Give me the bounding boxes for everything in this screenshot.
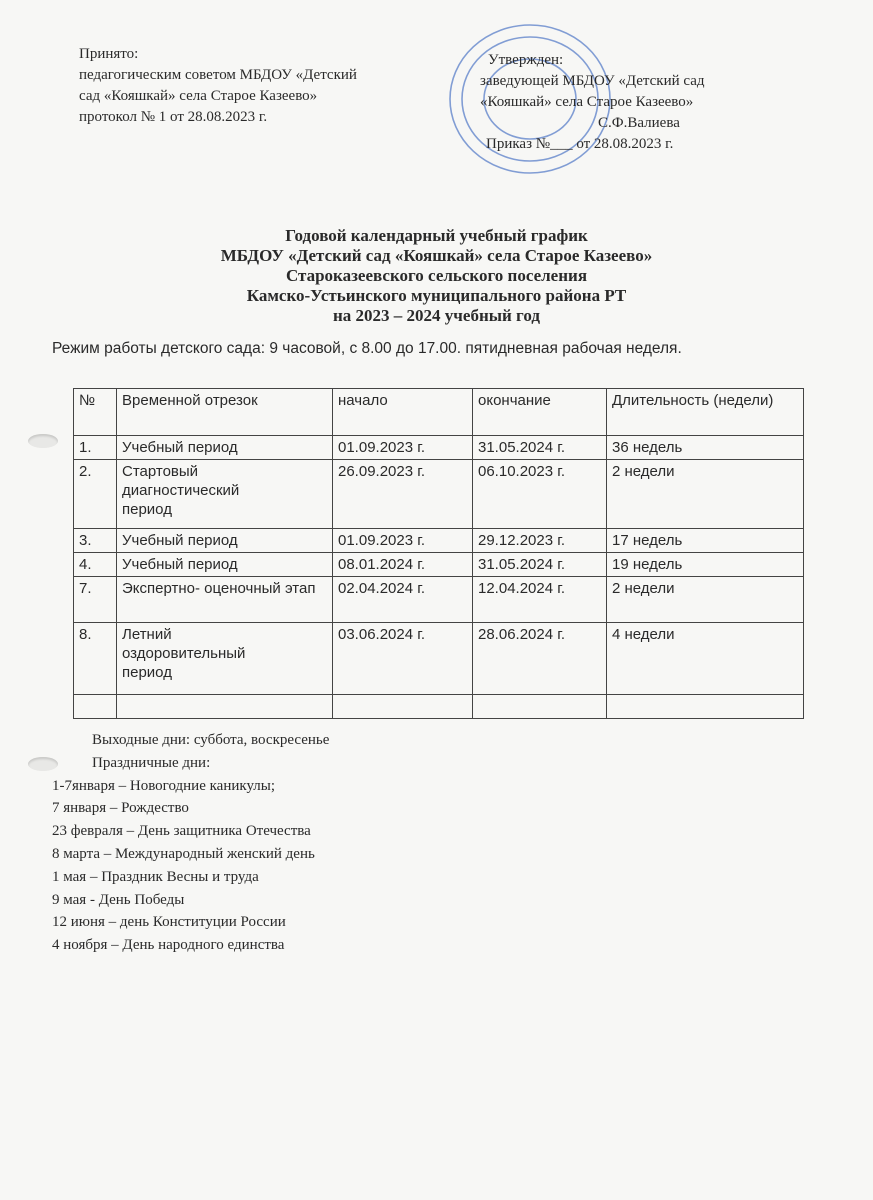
- table-cell: Летний оздоровительный период: [117, 623, 333, 695]
- table-cell: 01.09.2023 г.: [333, 529, 473, 553]
- table-cell: 12.04.2024 г.: [473, 577, 607, 623]
- title-line: Камско-Устьинского муниципального района РТ: [246, 286, 627, 305]
- table-row: [74, 695, 804, 719]
- table-cell: 19 недель: [607, 553, 804, 577]
- approval-left-line: педагогическим советом МБДОУ «Детский: [79, 67, 357, 83]
- table-cell: 1.: [74, 436, 117, 460]
- title-line: Старoказеевского сельского поселения: [285, 266, 588, 285]
- approval-left-line: Принято:: [79, 46, 139, 62]
- table-cell: 2 недели: [607, 460, 804, 529]
- document-title: [0, 226, 873, 326]
- holidays-block: [52, 729, 330, 957]
- header-cell: окончание: [473, 389, 607, 436]
- table-row: [74, 529, 804, 553]
- table-cell: 2 недели: [607, 577, 804, 623]
- work-mode-text: Режим работы детского сада: 9 часовой, с 8.00 до 17.00. пятидневная рабочая неделя.: [52, 340, 682, 357]
- holiday-item: 1 мая – Праздник Весны и труда: [52, 868, 259, 885]
- approval-left-line: сад «Кояшкай» села Старое Казеево»: [79, 88, 318, 104]
- table-cell: [333, 695, 473, 719]
- holiday-item: 12 июня – день Конституции России: [52, 914, 286, 931]
- table-cell: 03.06.2024 г.: [333, 623, 473, 695]
- holiday-item: 23 февраля – День защитника Отечества: [52, 823, 311, 840]
- holiday-item: 1-7января – Новогодние каникулы;: [52, 777, 276, 794]
- table-cell: 3.: [74, 529, 117, 553]
- table-cell: 06.10.2023 г.: [473, 460, 607, 529]
- approval-block-left: [79, 44, 357, 128]
- holiday-item: 7 января – Рождество: [52, 800, 189, 817]
- table-cell: 02.04.2024 г.: [333, 577, 473, 623]
- table-row: [74, 460, 804, 529]
- table-header-row: [74, 389, 804, 436]
- title-line: на 2023 – 2024 учебный год: [333, 306, 540, 325]
- header-cell: начало: [333, 389, 473, 436]
- table-cell: [74, 695, 117, 719]
- table-cell: 08.01.2024 г.: [333, 553, 473, 577]
- table-row: [74, 623, 804, 695]
- table-cell: 36 недель: [607, 436, 804, 460]
- table-row: [74, 553, 804, 577]
- table-row: [74, 577, 804, 623]
- table-cell: 26.09.2023 г.: [333, 460, 473, 529]
- approval-block-right: [480, 50, 705, 155]
- schedule-table: [73, 388, 804, 719]
- holidays-heading: Праздничные дни:: [92, 754, 211, 771]
- table-cell: [473, 695, 607, 719]
- title-line: Годовой календарный учебный график: [285, 226, 588, 245]
- table-cell: 8.: [74, 623, 117, 695]
- punch-hole: [28, 757, 58, 771]
- approval-right-line: заведующей МБДОУ «Детский сад: [480, 73, 705, 89]
- approval-right-line: «Кояшкай» села Старое Казеево»: [480, 94, 694, 110]
- table-cell: 4.: [74, 553, 117, 577]
- table-cell: Учебный период: [117, 529, 333, 553]
- table-cell: 31.05.2024 г.: [473, 553, 607, 577]
- table-cell: Стартовый диагностический период: [117, 460, 333, 529]
- table-cell: [117, 695, 333, 719]
- table-cell: 7.: [74, 577, 117, 623]
- header-cell: №: [74, 389, 117, 436]
- table-cell: 28.06.2024 г.: [473, 623, 607, 695]
- table-cell: Экспертно- оценочный этап: [117, 577, 333, 623]
- table-row: [74, 436, 804, 460]
- signatory-name: С.Ф.Валиева: [598, 115, 680, 131]
- approval-left-line: протокол № 1 от 28.08.2023 г.: [79, 109, 268, 125]
- header-cell: Временной отрезок: [117, 389, 333, 436]
- table-cell: 4 недели: [607, 623, 804, 695]
- table-cell: [607, 695, 804, 719]
- holiday-item: 4 ноября – День народного единства: [52, 937, 285, 954]
- weekend-days: Выходные дни: суббота, воскресенье: [92, 732, 330, 748]
- holiday-item: 9 мая - День Победы: [52, 891, 185, 908]
- table-cell: Учебный период: [117, 553, 333, 577]
- header-cell: Длительность (недели): [607, 389, 804, 436]
- table-cell: Учебный период: [117, 436, 333, 460]
- table-cell: 31.05.2024 г.: [473, 436, 607, 460]
- table-cell: 29.12.2023 г.: [473, 529, 607, 553]
- punch-hole: [28, 434, 58, 448]
- table-cell: 17 недель: [607, 529, 804, 553]
- table-cell: 2.: [74, 460, 117, 529]
- title-line: МБДОУ «Детский сад «Кояшкай» села Старое Казеево»: [220, 246, 653, 265]
- approval-right-line: Утвержден:: [488, 52, 564, 68]
- approval-right-line: Приказ №___ от 28.08.2023 г.: [486, 136, 674, 152]
- holiday-item: 8 марта – Международный женский день: [52, 845, 315, 862]
- table-cell: 01.09.2023 г.: [333, 436, 473, 460]
